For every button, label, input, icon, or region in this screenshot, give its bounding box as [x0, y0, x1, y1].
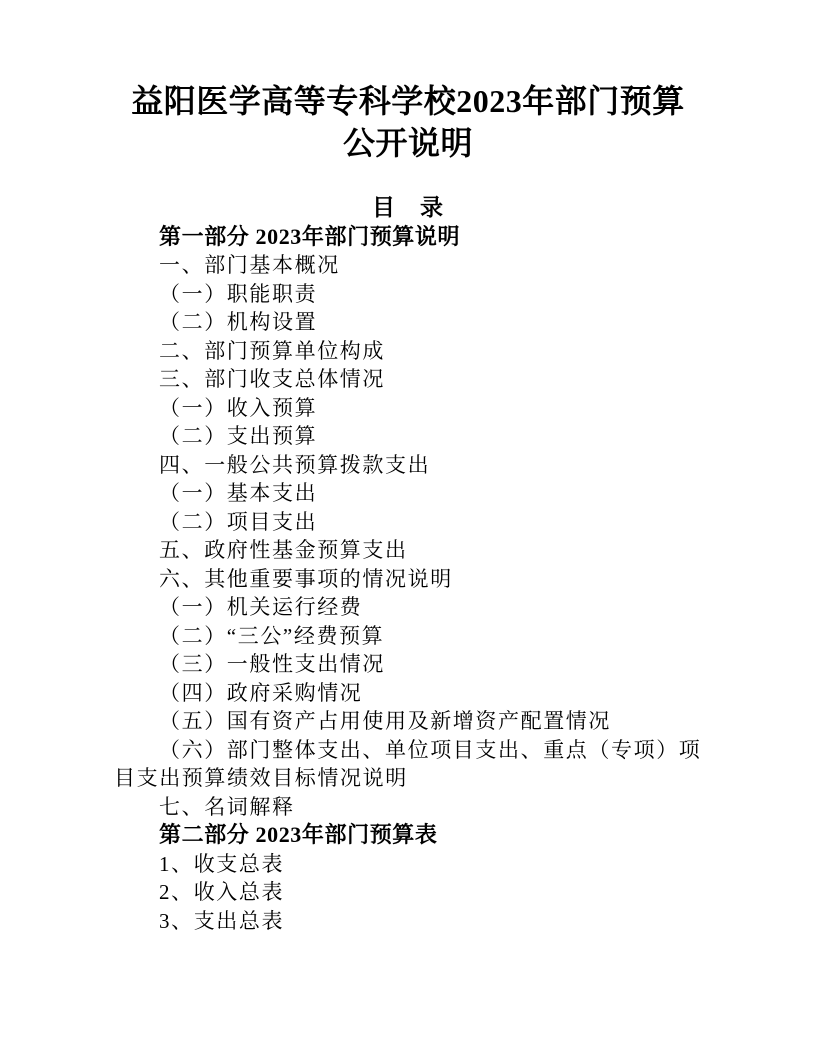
- toc-item: 七、名词解释: [159, 794, 295, 819]
- toc-item: 1、收支总表: [159, 851, 285, 876]
- toc-item: （二）“三公”经费预算: [159, 623, 385, 648]
- toc-item: （六）部门整体支出、单位项目支出、重点（专项）项目支出预算绩效目标情况说明: [114, 737, 702, 790]
- toc-item: 3、支出总表: [159, 908, 285, 933]
- page-title-line-2: 公开说明: [342, 125, 473, 161]
- toc-item: （一）职能职责: [159, 281, 318, 306]
- toc-item: 六、其他重要事项的情况说明: [159, 566, 453, 591]
- toc-item: （一）收入预算: [159, 395, 318, 420]
- toc-list: [114, 223, 702, 936]
- toc-item: （三）一般性支出情况: [159, 652, 385, 676]
- toc-item: 四、一般公共预算拨款支出: [159, 452, 431, 477]
- page-title: [114, 80, 702, 164]
- toc-item: （二）项目支出: [159, 509, 318, 534]
- toc-item: （五）国有资产占用使用及新增资产配置情况: [159, 709, 611, 733]
- toc-item: （二）支出预算: [159, 424, 318, 448]
- toc-item: （一）机关运行经费: [159, 595, 363, 619]
- toc-item: 五、政府性基金预算支出: [159, 538, 408, 562]
- toc-item: 2、收入总表: [159, 880, 285, 904]
- toc-heading: 目 录: [372, 195, 444, 220]
- toc-item: 第二部分 2023年部门预算表: [159, 822, 438, 847]
- toc-item: （一）基本支出: [159, 481, 318, 505]
- toc-item: 三、部门收支总体情况: [159, 367, 385, 391]
- toc-item: （二）机构设置: [159, 310, 318, 334]
- toc-item: 二、部门预算单位构成: [159, 338, 385, 363]
- page-title-line-1: 益阳医学高等专科学校2023年部门预算: [131, 83, 685, 119]
- toc-item: 第一部分 2023年部门预算说明: [159, 223, 461, 249]
- toc-item: （四）政府采购情况: [159, 680, 363, 705]
- toc-item: 一、部门基本概况: [159, 253, 340, 277]
